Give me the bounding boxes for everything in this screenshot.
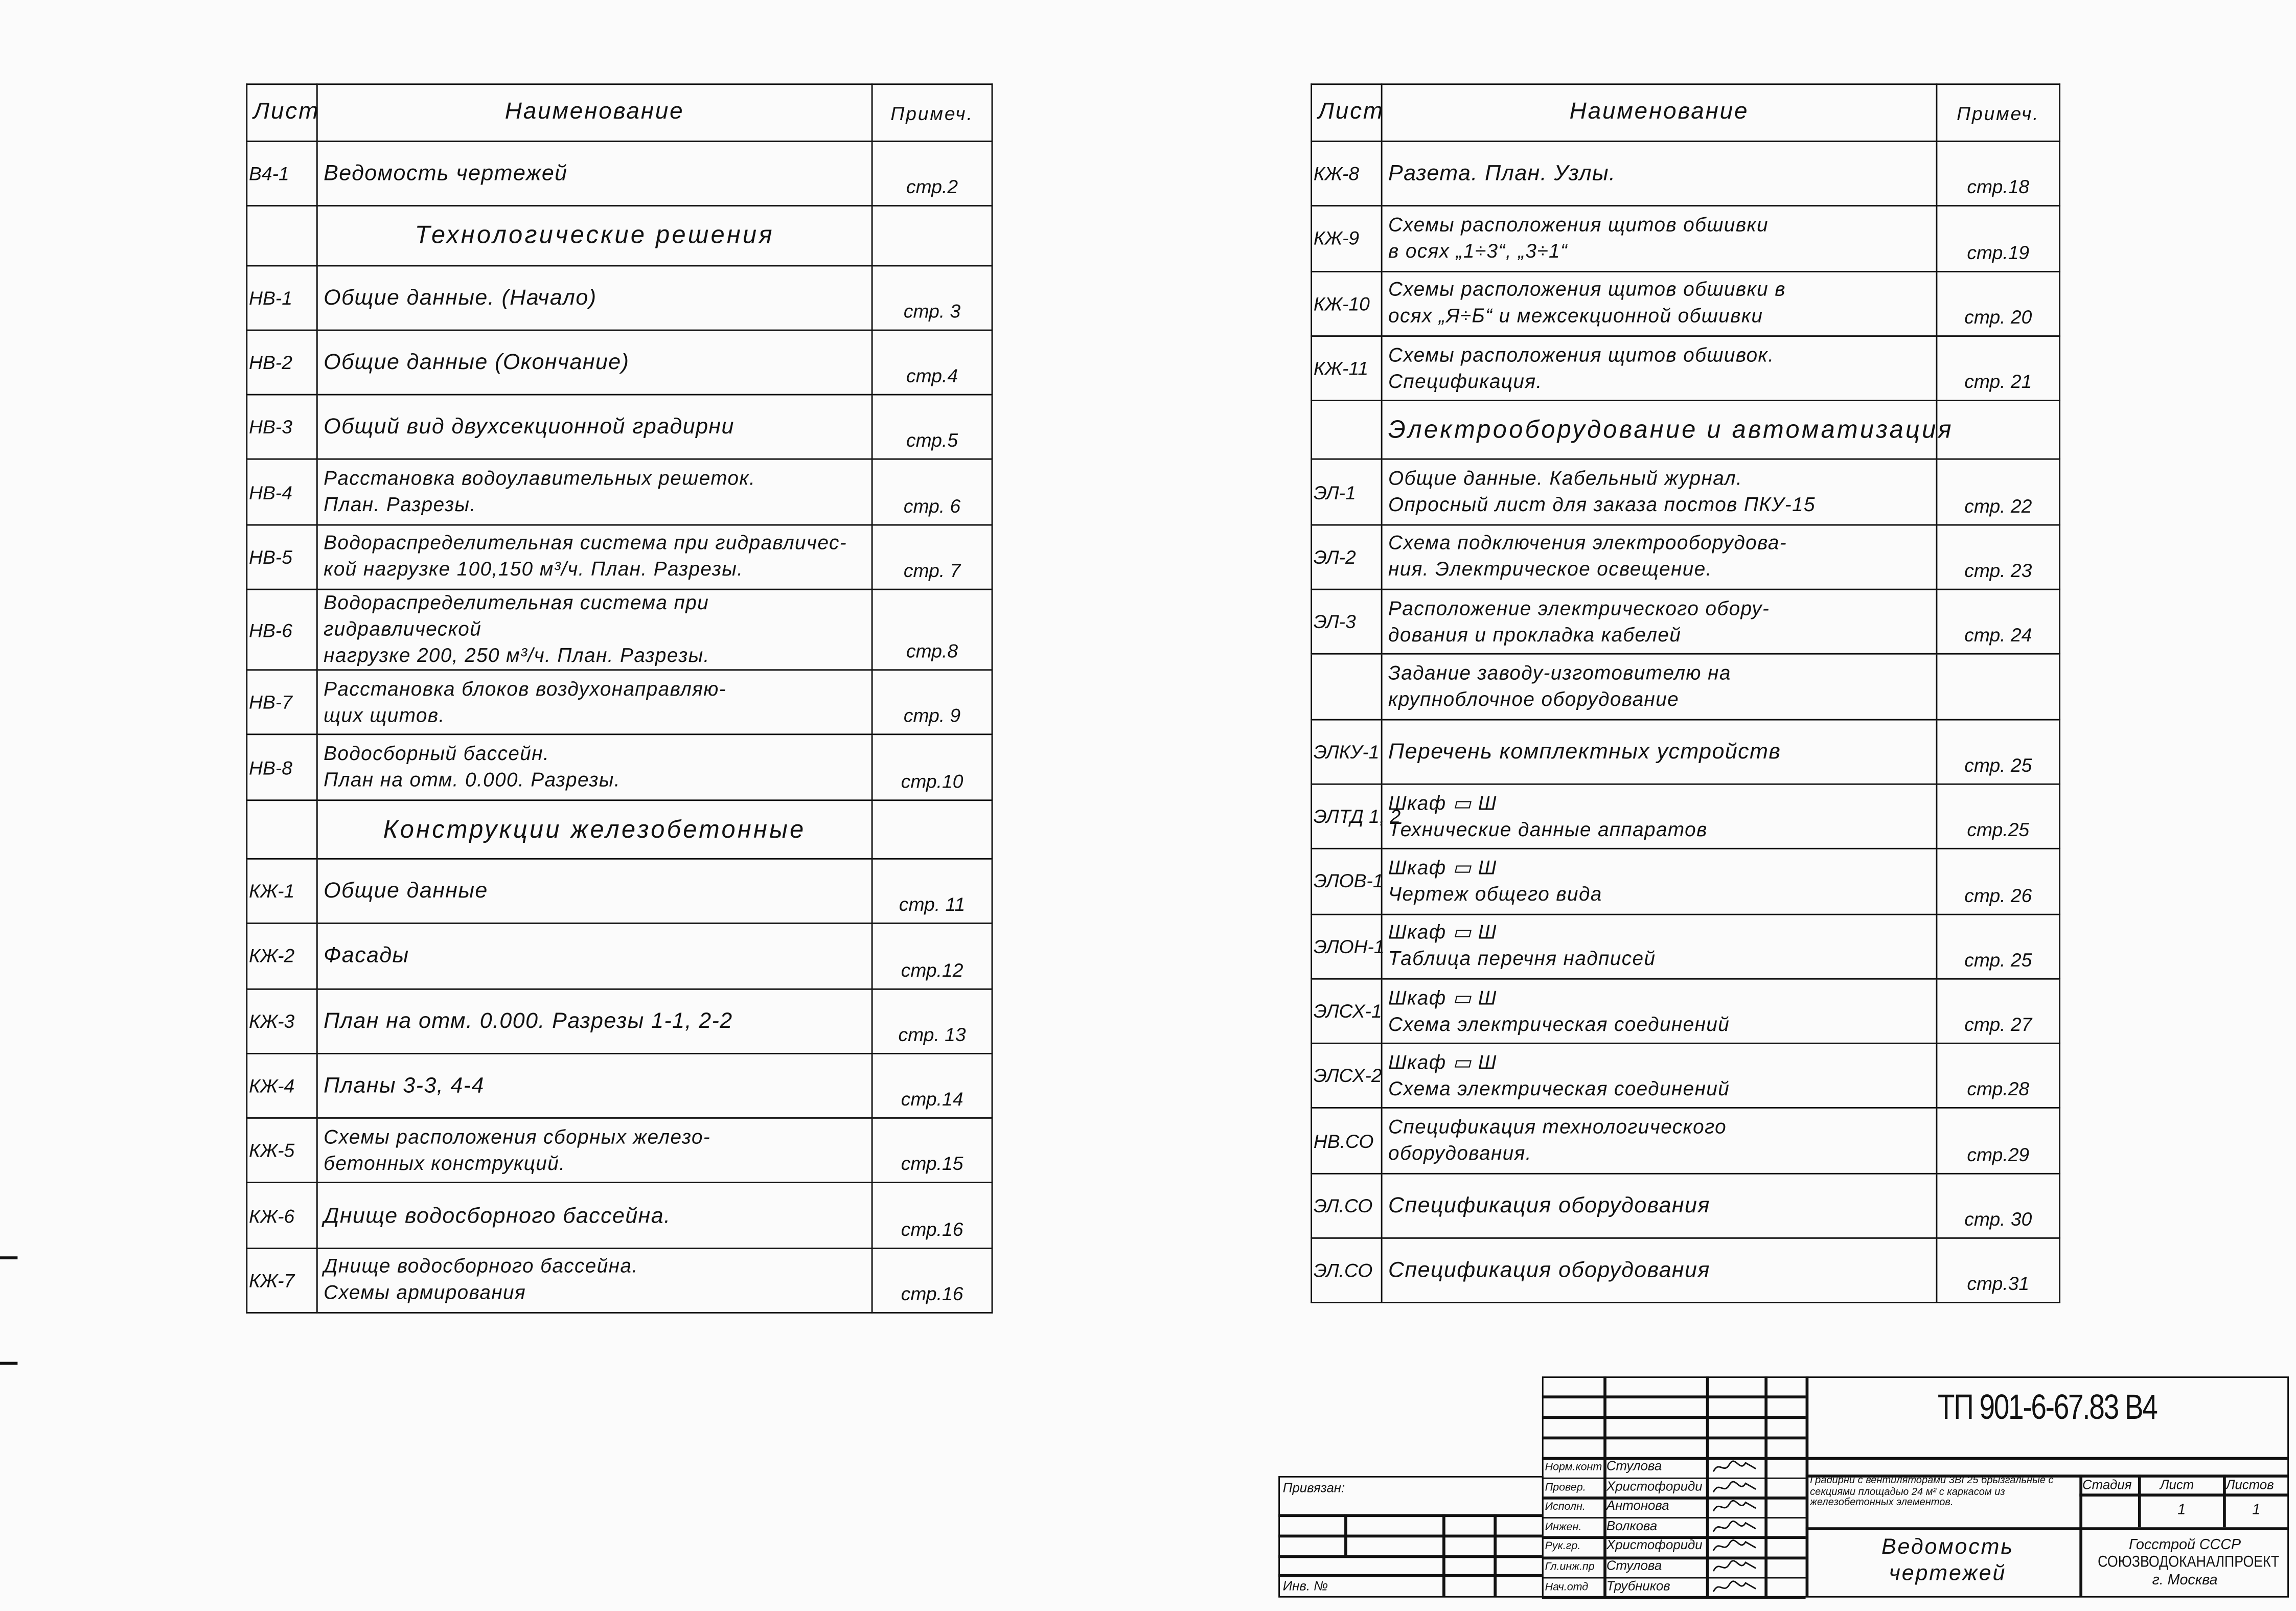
sheet-code: НВ-6	[247, 589, 317, 670]
page-note: стр.2	[872, 141, 992, 206]
header-name: Наименование	[317, 84, 872, 142]
drawing-name: Расстановка блоков воздухонаправляю- щих щитов.	[317, 670, 872, 735]
signature-icon	[1710, 1559, 1760, 1574]
margin-mark	[0, 1362, 17, 1364]
page-note: стр.5	[872, 395, 992, 460]
drawing-name: Расстановка водоулавительных решеток. План. Разрезы.	[317, 460, 872, 525]
role-label: Гл.инж.пр	[1545, 1559, 1595, 1573]
table-row	[247, 330, 992, 395]
table-row	[247, 735, 992, 800]
page-note: стр. 11	[872, 859, 992, 924]
sheet-code: НВ-1	[247, 265, 317, 330]
role-label: Инжен.	[1545, 1520, 1582, 1533]
drawing-name: Шкаф ▭ Ш Схема электрическая соединений	[1382, 1044, 1937, 1109]
sheet-code: КЖ-10	[1312, 271, 1382, 336]
header-note: Примеч.	[1937, 84, 2060, 142]
table-row	[247, 524, 992, 589]
sheet-label: Лист	[2160, 1477, 2194, 1492]
table-row	[1312, 1173, 2060, 1238]
page-note: стр. 25	[1937, 719, 2060, 784]
margin-mark	[0, 1256, 17, 1259]
org-ministry: Госстрой СССР	[2129, 1537, 2241, 1554]
role-label: Нач.отд	[1545, 1579, 1589, 1593]
stage-label: Стадия	[2082, 1477, 2132, 1492]
sheet-code	[1312, 654, 1382, 719]
drawing-name: Водораспределительная система при гидравлической нагрузке 200, 250 м³/ч. План. Разрезы.	[317, 589, 872, 670]
person-name: Христофориди	[1606, 1478, 1703, 1493]
table-row	[247, 1118, 992, 1183]
table-row	[1312, 784, 2060, 849]
drawing-name: Водораспределительная система при гидравличес- кой нагрузке 100,150 м³/ч. План. Разрезы.	[317, 524, 872, 589]
page-note: стр.10	[872, 735, 992, 800]
sheet-code: ЭЛ-2	[1312, 524, 1382, 589]
sheet-code: НВ-4	[247, 460, 317, 525]
page-note: стр.8	[872, 589, 992, 670]
drawing-name: Схемы расположения щитов обшивки в осях „Я÷Б“ и межсекционной обшивки	[1382, 271, 1937, 336]
sheet-code: КЖ-1	[247, 859, 317, 924]
page-note: стр. 27	[1937, 979, 2060, 1044]
table-row	[247, 206, 992, 265]
signature-icon	[1710, 1539, 1760, 1554]
sheet-code: КЖ-8	[1312, 141, 1382, 206]
page-note: стр. 30	[1937, 1173, 2060, 1238]
sheet-code: ЭЛ-1	[1312, 460, 1382, 525]
section-heading: Электрооборудование и автоматизация	[1382, 401, 1937, 459]
drawing-name: Шкаф ▭ Ш Чертеж общего вида	[1382, 849, 1937, 914]
drawing-name: Схема подключения электрооборудова- ния. Электрическое освещение.	[1382, 524, 1937, 589]
drawing-name: Задание заводу-изготовителю на крупноблочное оборудование	[1382, 654, 1937, 719]
sheet-code: КЖ-3	[247, 988, 317, 1053]
page-note: стр.14	[872, 1053, 992, 1118]
drawing-name: Шкаф ▭ Ш Схема электрическая соединений	[1382, 979, 1937, 1044]
page-note: стр.16	[872, 1248, 992, 1313]
sheet-code: НВ-5	[247, 524, 317, 589]
sheet-code: КЖ-4	[247, 1053, 317, 1118]
sheet-code: ЭЛ.СО	[1312, 1238, 1382, 1303]
page-note: стр.25	[1937, 784, 2060, 849]
table-row	[1312, 206, 2060, 271]
person-name: Трубников	[1606, 1578, 1670, 1593]
role-label: Исполн.	[1545, 1500, 1586, 1513]
sheet-code: В4-1	[247, 141, 317, 206]
sheet-code: ЭЛОН-1	[1312, 914, 1382, 979]
drawing-name: Перечень комплектных устройств	[1382, 719, 1937, 784]
sheet-code: НВ-7	[247, 670, 317, 735]
table-row	[247, 589, 992, 670]
drawing-name: Днище водосборного бассейна.	[317, 1183, 872, 1248]
drawing-name: Разета. План. Узлы.	[1382, 141, 1937, 206]
drawing-name: Шкаф ▭ Ш Таблица перечня надписей	[1382, 914, 1937, 979]
drawing-name: Общие данные	[317, 859, 872, 924]
page-note	[1937, 654, 2060, 719]
person-name: Стулова	[1606, 1558, 1662, 1573]
sheet-code: НВ-8	[247, 735, 317, 800]
table-row	[1312, 401, 2060, 459]
table-row	[1312, 1238, 2060, 1303]
page-note: стр.29	[1937, 1109, 2060, 1173]
table-row	[1312, 654, 2060, 719]
org-name: СОЮЗВОДОКАНАЛПРОЕКТ	[2098, 1553, 2280, 1572]
drawing-name: Общие данные. Кабельный журнал. Опросный лист для заказа постов ПКУ-15	[1382, 460, 1937, 525]
section-heading: Технологические решения	[317, 206, 872, 265]
role-label: Провер.	[1545, 1480, 1586, 1493]
drawing-name: Расположение электрического обору- дования и прокладка кабелей	[1382, 589, 1937, 654]
drawing-name: Днище водосборного бассейна. Схемы армирования	[317, 1248, 872, 1313]
sheet-code: ЭЛОВ-1	[1312, 849, 1382, 914]
page-note: стр. 6	[872, 460, 992, 525]
table-row	[247, 988, 992, 1053]
person-name: Антонова	[1606, 1498, 1669, 1513]
signature-icon	[1710, 1520, 1760, 1534]
table-row	[247, 800, 992, 859]
table-row	[1312, 979, 2060, 1044]
sheet-code: НВ-2	[247, 330, 317, 395]
drawing-name: Спецификация технологического оборудования.	[1382, 1109, 1937, 1173]
role-label: Норм.конт	[1545, 1460, 1602, 1474]
sheet-code: ЭЛ-3	[1312, 589, 1382, 654]
sheet-code: КЖ-5	[247, 1118, 317, 1183]
org-city: г. Москва	[2152, 1573, 2218, 1589]
page-note: стр.12	[872, 924, 992, 988]
drawing-name: Планы 3-3, 4-4	[317, 1053, 872, 1118]
drawing-name: Фасады	[317, 924, 872, 988]
sheets-count: 1	[2252, 1502, 2261, 1519]
signature-icon	[1710, 1460, 1760, 1475]
page-note: стр. 25	[1937, 914, 2060, 979]
table-row	[1312, 914, 2060, 979]
table-row	[247, 1053, 992, 1118]
drawing-name: Спецификация оборудования	[1382, 1238, 1937, 1303]
table-row	[1312, 460, 2060, 525]
table-row	[1312, 589, 2060, 654]
sheet-code: КЖ-2	[247, 924, 317, 988]
right-drawings-table	[1311, 83, 2060, 1304]
page-note: стр. 7	[872, 524, 992, 589]
page-note: стр. 22	[1937, 460, 2060, 525]
drawing-name: Схемы расположения щитов обшивок. Спецификация.	[1382, 336, 1937, 401]
drawing-name: Общие данные. (Начало)	[317, 265, 872, 330]
page-note: стр.4	[872, 330, 992, 395]
drawing-name: Ведомость чертежей	[317, 141, 872, 206]
sheet-code: ЭЛСХ-1	[1312, 979, 1382, 1044]
sheet-code: КЖ-11	[1312, 336, 1382, 401]
inventory-label: Инв. №	[1282, 1578, 1328, 1594]
table-row	[247, 1248, 992, 1313]
header-note: Примеч.	[872, 84, 992, 142]
table-row	[1312, 1109, 2060, 1173]
role-label: Рук.гр.	[1545, 1539, 1581, 1553]
drawing-name: Общий вид двухсекционной градирни	[317, 395, 872, 460]
page-note: стр. 21	[1937, 336, 2060, 401]
table-row	[1312, 271, 2060, 336]
table-row	[247, 265, 992, 330]
table-row	[1312, 524, 2060, 589]
drawing-name: План на отм. 0.000. Разрезы 1-1, 2-2	[317, 988, 872, 1053]
table-row	[247, 924, 992, 988]
table-row	[247, 670, 992, 735]
table-row	[247, 1183, 992, 1248]
sheet-code: ЭЛСХ-2	[1312, 1044, 1382, 1109]
signature-icon	[1710, 1500, 1760, 1514]
person-name: Волкова	[1606, 1518, 1658, 1533]
drawing-name: Схемы расположения щитов обшивки в осях „1÷3“, „3÷1“	[1382, 206, 1937, 271]
header-name: Наименование	[1382, 84, 1937, 142]
drawing-name: Спецификация оборудования	[1382, 1173, 1937, 1238]
page-note: стр. 26	[1937, 849, 2060, 914]
page-note: стр. 13	[872, 988, 992, 1053]
left-drawings-table	[246, 83, 993, 1314]
table-row	[247, 395, 992, 460]
drawing-name: Общие данные (Окончание)	[317, 330, 872, 395]
table-row	[247, 859, 992, 924]
sheet-code: КЖ-7	[247, 1248, 317, 1313]
project-description: Градирни с вентиляторами 3ВГ25 брызгальные с секциями площадью 24 м² с каркасом из железобетонных элементов.	[1810, 1476, 2054, 1509]
page-note: стр.16	[872, 1183, 992, 1248]
person-name: Христофориди	[1606, 1538, 1703, 1553]
page-note: стр. 20	[1937, 271, 2060, 336]
sheet-code: КЖ-6	[247, 1183, 317, 1248]
header-sheet: Лист	[247, 84, 317, 142]
table-row	[1312, 719, 2060, 784]
sheet-code: КЖ-9	[1312, 206, 1382, 271]
table-row	[1312, 336, 2060, 401]
drawing-name: Водосборный бассейн. План на отм. 0.000. Разрезы.	[317, 735, 872, 800]
sheet-code: НВ-3	[247, 395, 317, 460]
sheet-code: ЭЛ.СО	[1312, 1173, 1382, 1238]
sheet-code: НВ.СО	[1312, 1109, 1382, 1173]
sheet-code: ЭЛКУ-1	[1312, 719, 1382, 784]
header-sheet: Лист	[1312, 84, 1382, 142]
attached-label: Привязан:	[1282, 1480, 1345, 1495]
signature-icon	[1710, 1579, 1760, 1594]
table-row	[1312, 141, 2060, 206]
page-note: стр. 9	[872, 670, 992, 735]
page-note: стр.15	[872, 1118, 992, 1183]
table-row	[1312, 1044, 2060, 1109]
table-row	[1312, 849, 2060, 914]
page-note: стр. 3	[872, 265, 992, 330]
page-note: стр.19	[1937, 206, 2060, 271]
page-note: стр.18	[1937, 141, 2060, 206]
table-row	[247, 141, 992, 206]
drawing-name: Схемы расположения сборных железо- бетонных конструкций.	[317, 1118, 872, 1183]
page-note: стр.28	[1937, 1044, 2060, 1109]
document-code: ТП 901-6-67.83 В4	[1937, 1388, 2157, 1428]
drawing-title: Ведомость чертежей	[1881, 1534, 2014, 1586]
section-heading: Конструкции железобетонные	[317, 800, 872, 859]
page-note: стр.31	[1937, 1238, 2060, 1303]
signature-icon	[1710, 1480, 1760, 1494]
sheet-code: ЭЛТД 1, 2	[1312, 784, 1382, 849]
table-row	[247, 460, 992, 525]
sheet-number: 1	[2177, 1502, 2186, 1519]
drawing-name: Шкаф ▭ Ш Технические данные аппаратов	[1382, 784, 1937, 849]
page-note: стр. 23	[1937, 524, 2060, 589]
person-name: Стулова	[1606, 1458, 1662, 1474]
page-note: стр. 24	[1937, 589, 2060, 654]
sheets-label: Листов	[2225, 1477, 2274, 1492]
